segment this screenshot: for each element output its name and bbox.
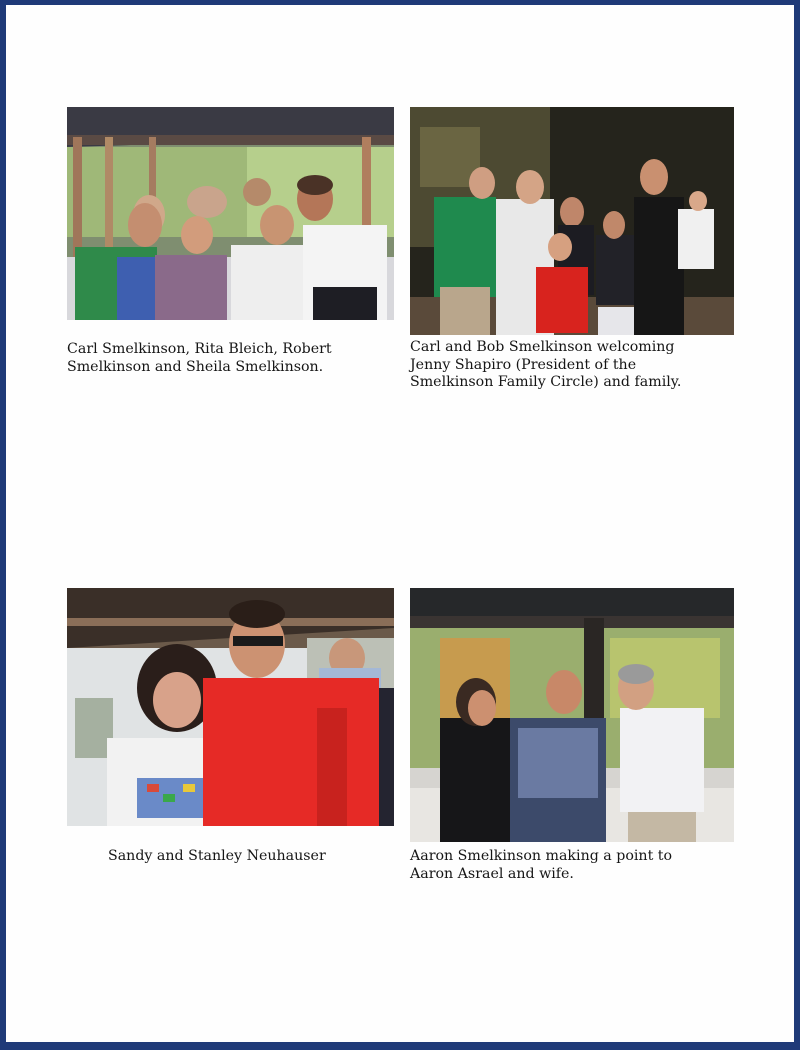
document-page xyxy=(6,5,794,1042)
caption-line: Smelkinson Family Circle) and family. xyxy=(410,374,682,390)
photo-caption xyxy=(67,341,332,376)
photo-conversation xyxy=(410,588,734,842)
photo-caption xyxy=(410,848,672,883)
photo-conversation-image xyxy=(410,588,734,842)
photo-caption xyxy=(108,848,326,866)
photo-caption xyxy=(410,339,681,392)
photo-group-pavilion-image xyxy=(67,107,394,320)
caption-line: Carl Smelkinson, Rita Bleich, Robert xyxy=(67,341,332,357)
caption-line: Sandy and Stanley Neuhauser xyxy=(108,848,326,864)
photo-couple xyxy=(67,588,394,826)
photo-couple-image xyxy=(67,588,394,826)
caption-line: Jenny Shapiro (President of the xyxy=(410,356,637,373)
photo-family-welcome-image xyxy=(410,107,734,335)
caption-line: Smelkinson and Sheila Smelkinson. xyxy=(67,358,324,375)
caption-line: Aaron Smelkinson making a point to xyxy=(410,848,673,864)
caption-line: Carl and Bob Smelkinson welcoming xyxy=(410,339,675,355)
caption-line: Aaron Asrael and wife. xyxy=(410,865,574,882)
photo-family-welcome xyxy=(410,107,734,335)
photo-group-pavilion xyxy=(67,107,394,320)
